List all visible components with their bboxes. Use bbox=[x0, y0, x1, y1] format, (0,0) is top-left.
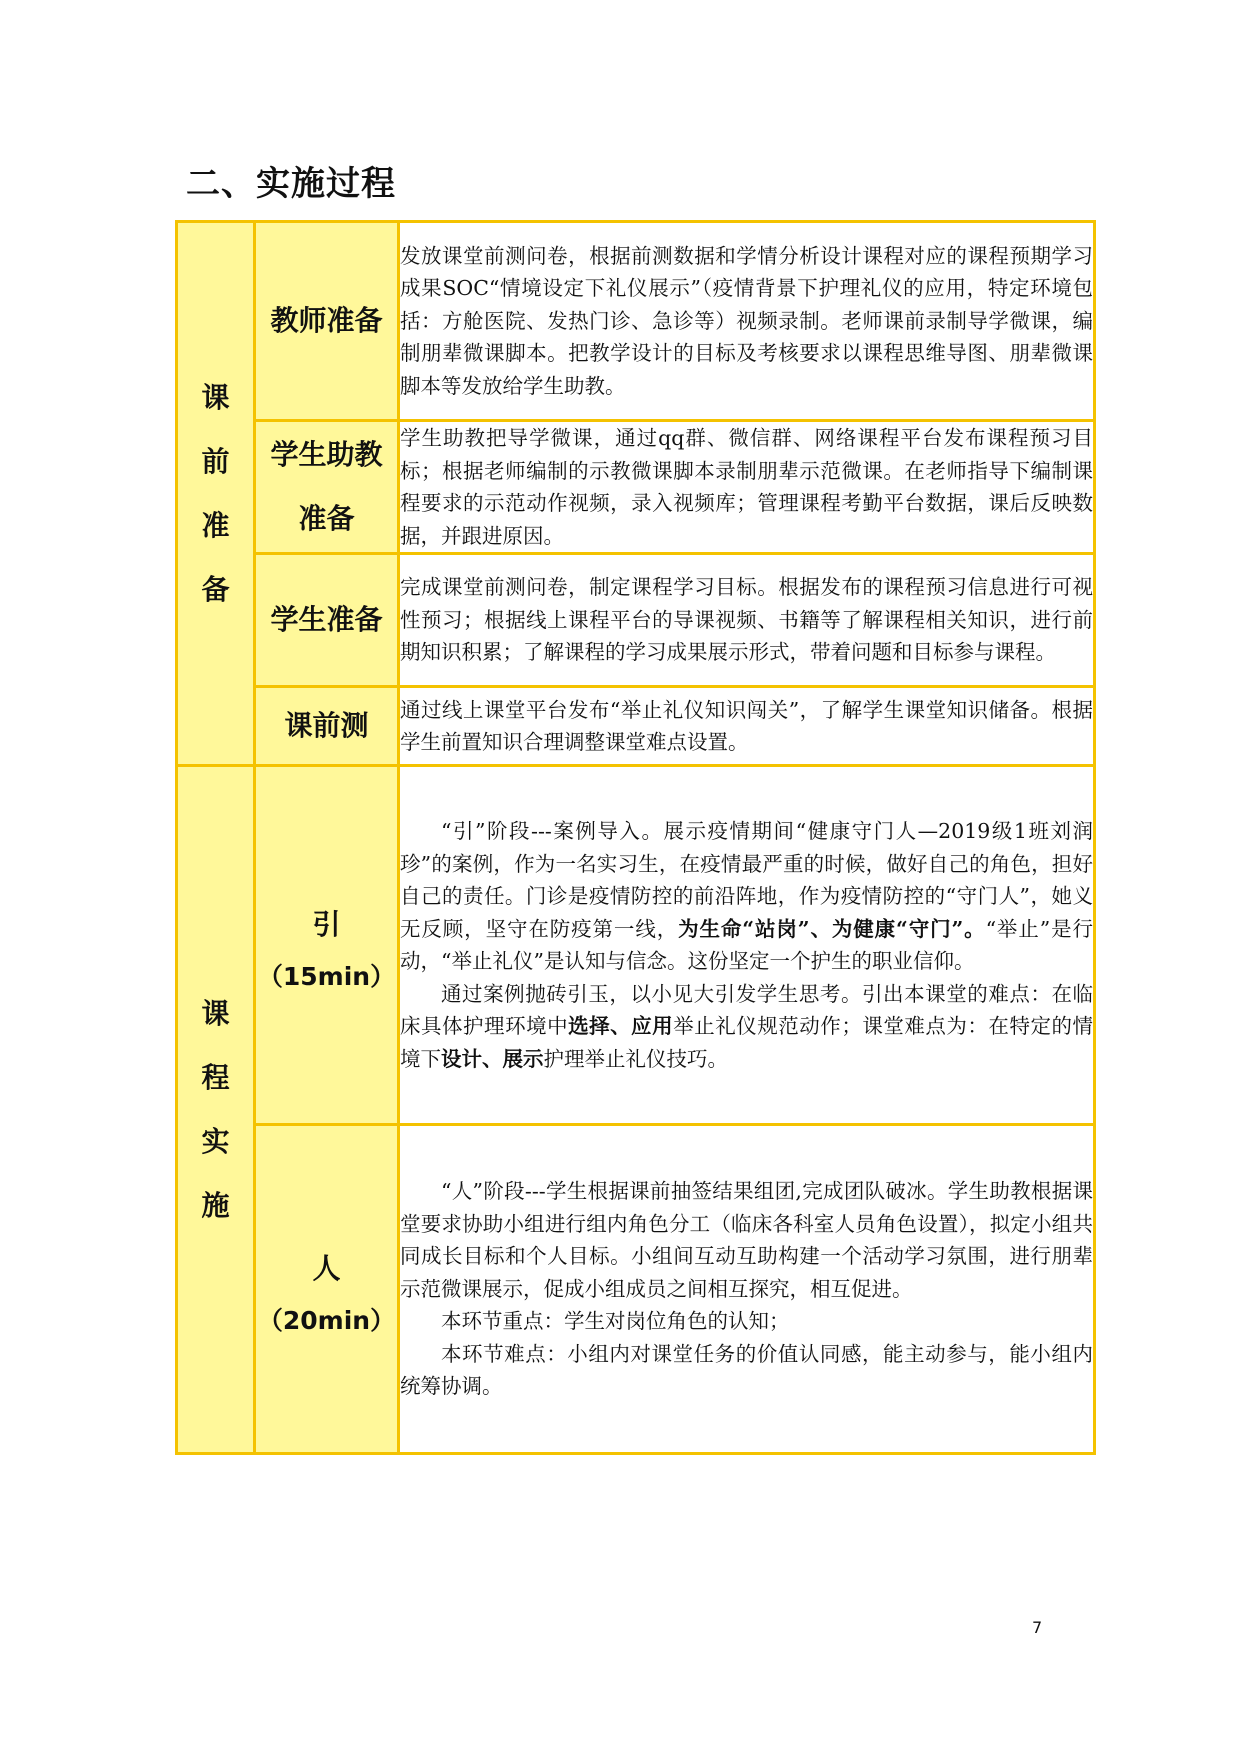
assistant-prep-text: 学生助教把导学微课，通过qq群、微信群、网络课程平台发布课程预习目标；根据老师编制的示教微课脚本录制朋辈示范微课。在老师指导下编制课程要求的示范动作视频，录入视频库；管理课程考勤平台数据，课后反映数据，并跟进原因。 bbox=[400, 426, 1093, 548]
phase-in-class-label bbox=[178, 982, 253, 1238]
table-row-assistant bbox=[177, 421, 1095, 554]
yin-paragraph-1: “引”阶段---案例导入。展示疫情期间“健康守门人—2019级1班刘润珍”的案例，作为一名实习生，在疫情最严重的时候，做好自己的角色，担好自己的责任。门诊是疫情防控的前沿阵地，作为疫情防控的“守门人”，她义无反顾，坚守在防疫第一线，为生命“站岗”、为健康“守门”。“举止”是行动，“举止礼仪”是认知与信念。这份坚定一个护生的职业信仰。 bbox=[400, 819, 1093, 973]
phase-char: 施 bbox=[201, 1188, 230, 1222]
table-row-ren bbox=[177, 1125, 1095, 1454]
implementation-table bbox=[175, 220, 1096, 1455]
section-heading: 二、实施过程 bbox=[186, 164, 396, 204]
ren-paragraph-1: “人”阶段---学生根据课前抽签结果组团,完成团队破冰。学生助教根据课堂要求协助小组进行组内角色分工（临床各科室人员角色设置），拟定小组共同成长目标和个人目标。小组间互动互助构建一个活动学习氛围，进行朋辈示范微课展示，促成小组成员之间相互探究，相互促进。 bbox=[400, 1179, 1093, 1301]
table-row-yin bbox=[177, 766, 1095, 1125]
ren-paragraph-3: 本环节难点：小组内对课堂任务的价值认同感，能主动参与，能小组内统筹协调。 bbox=[400, 1341, 1093, 1399]
content-assistant-prep bbox=[399, 421, 1095, 554]
phase-char: 实 bbox=[201, 1124, 230, 1158]
yin-emphasis-3: 设计、展示 bbox=[441, 1046, 544, 1071]
stage-ren bbox=[255, 1125, 399, 1454]
phase-char: 课 bbox=[201, 380, 230, 414]
ren-paragraph-2: 本环节重点：学生对岗位角色的认知； bbox=[441, 1309, 790, 1334]
phase-char: 备 bbox=[201, 572, 230, 606]
yin-label: 引 bbox=[312, 908, 341, 941]
content-pretest bbox=[399, 687, 1095, 766]
content-yin bbox=[399, 766, 1095, 1125]
table-row-pretest bbox=[177, 687, 1095, 766]
stage-assistant-prep bbox=[255, 421, 399, 554]
phase-in-class bbox=[177, 766, 255, 1454]
yin-duration: （15min） bbox=[257, 962, 396, 991]
assistant-label-line1: 学生助教 bbox=[270, 438, 383, 471]
stage-teacher-prep: 教师准备 bbox=[255, 222, 399, 421]
stage-student-prep: 学生准备 bbox=[255, 554, 399, 687]
stage-pretest: 课前测 bbox=[255, 687, 399, 766]
content-student-prep bbox=[399, 554, 1095, 687]
ren-label: 人 bbox=[312, 1252, 341, 1285]
assistant-label-line2: 准备 bbox=[298, 502, 355, 535]
content-teacher-prep bbox=[399, 222, 1095, 421]
ren-duration: （20min） bbox=[257, 1306, 396, 1335]
phase-char: 准 bbox=[201, 508, 230, 542]
table-row-teacher bbox=[177, 222, 1095, 421]
phase-char: 课 bbox=[201, 996, 230, 1030]
phase-pre-class bbox=[177, 222, 255, 766]
pretest-text: 通过线上课堂平台发布“举止礼仪知识闯关”，了解学生课堂知识储备。根据学生前置知识合理调整课堂难点设置。 bbox=[400, 697, 1093, 754]
yin-emphasis-1: 为生命“站岗”、为健康“守门”。 bbox=[678, 916, 986, 941]
yin-paragraph-2: 通过案例抛砖引玉，以小见大引发学生思考。引出本课堂的难点：在临床具体护理环境中选择、应用举止礼仪规范动作；课堂难点为：在特定的情境下设计、展示护理举止礼仪技巧。 bbox=[400, 981, 1093, 1071]
phase-pre-class-label bbox=[178, 366, 253, 622]
table-row-student bbox=[177, 554, 1095, 687]
student-prep-text: 完成课堂前测问卷，制定课程学习目标。根据发布的课程预习信息进行可视性预习；根据线上课程平台的导课视频、书籍等了解课程相关知识，进行前期知识积累；了解课程的学习成果展示形式，带着问题和目标参与课程。 bbox=[400, 575, 1093, 665]
phase-char: 程 bbox=[201, 1060, 230, 1094]
yin-emphasis-2: 选择、应用 bbox=[568, 1014, 674, 1038]
stage-yin bbox=[255, 766, 399, 1125]
teacher-prep-text: 发放课堂前测问卷，根据前测数据和学情分析设计课程对应的课程预期学习成果SOC“情境设定下礼仪展示”（疫情背景下护理礼仪的应用，特定环境包括：方舱医院、发热门诊、急诊等）视频录制。老师课前录制导学微课，编制朋辈微课脚本。把教学设计的目标及考核要求以课程思维导图、朋辈微课脚本等发放给学生助教。 bbox=[400, 243, 1093, 398]
page-number: 7 bbox=[1032, 1618, 1043, 1637]
phase-char: 前 bbox=[201, 444, 230, 478]
content-ren bbox=[399, 1125, 1095, 1454]
